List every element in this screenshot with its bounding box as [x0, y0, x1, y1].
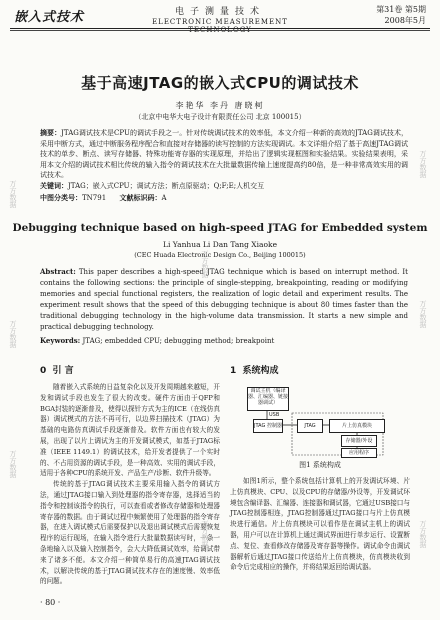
section-heading-system: [230, 363, 279, 376]
system-paragraph: 如图1所示，整个系统包括计算机上的开发调试环境、片上仿真模块、CPU、以及CPU的存储器/外设等，开发调试环境包含编译器、汇编器、连接器和调试器，它通过USB接口与JTAG控制器相连，JTAG控制器通过JTAG接口与片上仿真模块进行通信。片上仿真模块可以看作是在调试主机上的调试器，用户可以在计算机上通过调试界面进行单步运行、设置断点、复位、查看修改存储器及寄存器等操作。调试命令由调试器解析后通过JTAG接口传送给片上仿真模块，仿真模块收到命令后完成相应的操作，并将结果返回给调试器。: [230, 477, 410, 572]
authors-cn: 李艳华 李丹 唐晓柯: [175, 101, 265, 110]
watermark-text: 万方数据: [9, 180, 17, 208]
onchip-emulator-box: 片上仿真模块: [329, 419, 385, 433]
watermark-text: 万方数据: [419, 300, 427, 328]
keywords-cn-text: JTAG；嵌入式CPU；调试方法；断点原驱动；Q;F;E;人机交互: [68, 182, 265, 190]
header-rule-thin: [10, 30, 430, 31]
intro-paragraph: 传统的基于JTAG调试技术主要采用输入指令的调试方法，通过JTAG接口输入到处理器的指令寄存器，选择适当的指令和控制该指令的执行，可以查看或者修改存储器和处理器寄存器的数据。由于调试过程中频繁使用了处理器的指令寄存器，在进入调试模式后需要保护以及退出调试模式后需要恢复程序的运行现场，在输入指令进行大批量数据读写时，一条一条地输入以及输入控制指令，会大大降低调试效率，给调试带来了诸多不便。本文介绍一种简单易行的高速JTAG调试技术，以解决传统的基于JTAG调试技术存在的速度慢、效率低的问题。: [40, 480, 220, 586]
keywords-cn-label: 关键词：: [40, 181, 68, 190]
abstract-cn-text: JTAG调试技术是CPU的调试手段之一。针对传统调试技术的效率低，本文介绍一种新的高效的JTAG调试技术，采用中断方式，通过中断服务程序配合和直接对存储器的读写控制的方法实现调试。本文详细介绍了基于高速JTAG调试技术的单步、断点、读写存储器、特殊功能寄存器的实现原理，并给出了逻辑实现框图和实验结果。实验结果表明，采用本文介绍的调试技术相比传统的输入指令的调试技术在大批量数据传输上速度提高约80倍，是一种非常高效实用的调试技术。: [40, 129, 408, 179]
keywords-en: [40, 336, 408, 345]
watermark-text: 万方数据: [9, 450, 17, 478]
affiliation-en: (CEC Huada Electronic Design Co., Beijing 100015): [134, 251, 306, 259]
clc-label: 中图分类号：: [40, 193, 82, 202]
classification-cn: [40, 193, 408, 203]
system-diagram: [245, 385, 385, 457]
section-title: 引 言: [52, 366, 74, 376]
doc-code: A: [161, 194, 167, 202]
system-body: [230, 476, 410, 573]
authors-en: Li Yanhua Li Dan Tang Xiaoke: [162, 240, 278, 249]
usb-label: USB: [269, 412, 280, 418]
journal-column-logo: 嵌入式技术: [14, 10, 85, 25]
section-heading-intro: [40, 363, 74, 376]
volume-issue: 第31卷 第5期: [376, 5, 426, 14]
watermark-text: 万方数据: [201, 250, 209, 278]
section-title: 系统构成: [242, 366, 279, 376]
jtag-interface-box: JTAG: [297, 419, 323, 433]
abstract-cn: [40, 128, 408, 181]
section-number: 1: [230, 366, 237, 376]
header-rule: [10, 28, 430, 29]
doc-code-label: 文献标识码：: [119, 193, 162, 202]
watermark-text: 万方数据: [419, 150, 427, 178]
watermark-text: 万方数据: [419, 520, 427, 548]
issue-date: 2008年5月: [384, 16, 426, 25]
abstract-en: [40, 266, 408, 333]
keywords-en-label: Keywords:: [40, 336, 81, 345]
intro-paragraph: 随着嵌入式系统的日益复杂化以及开发周期越来越短，开发和调试手段也发生了很大的改变。硬件方面由于QFP和BGA封装的逐渐普及，使得以探针方式为主的ICE（在线仿真器）调试模式的方法不再可行，以边界扫描技术（JTAG）为基础的电路仿真调试手段逐渐普及。软件方面也有较大的发展，出现了以片上调试为主的开发调试模式，如基于JTAG标准（IEEE 1149.1）的调试技术，给开发者提供了一个实时的、不占用资源的调试手段，是一种高效、实用的调试手段，适用于各种CPU的系统开发、产品生产/诊断、软件升级等。: [40, 383, 220, 478]
issue-info: [376, 4, 426, 26]
memory-box: 存储器/外设: [341, 435, 377, 447]
watermark-text: 万方数据: [201, 520, 209, 548]
journal-name-cn: 电子测量技术: [174, 7, 265, 17]
affiliation-cn: （北京中电华大电子设计有限责任公司 北京 100015）: [134, 113, 306, 121]
clc-code: TN791: [82, 194, 107, 202]
section-number: 0: [40, 366, 47, 376]
application-box: 应用程序: [341, 448, 377, 458]
watermark-text: 万方数据: [9, 320, 17, 348]
page-number: · 80 ·: [40, 598, 61, 607]
abstract-cn-label: 摘要：: [40, 128, 62, 137]
figure-caption: 图1 系统构成: [299, 461, 341, 469]
abstract-en-text: This paper describes a high-speed JTAG technique which is based on interrupt method. It contains the following sections: the principle of single-stepping, breakpointing, reading or modifying memories and special functional registers, the realization of logic detail and experiment results. The experiment result shows that the speed of this debugging technique is about 80 times faster than the traditional debugging technology in the high-volume data transmission. It starts a new simple and practical debugging technology.: [40, 268, 408, 331]
keywords-cn: [40, 181, 408, 191]
jtag-controller-box: JTAG 控制器: [253, 419, 283, 433]
paper-title-cn: 基于高速JTAG的嵌入式CPU的调试技术: [81, 74, 359, 92]
host-box: 调试主机（编译器、汇编器、链接器调试）: [247, 387, 289, 411]
paper-title-en: Debugging technique based on high-speed JTAG for Embedded system: [12, 222, 428, 234]
keywords-en-text: JTAG; embedded CPU; debugging method; breakpoint: [82, 337, 275, 345]
journal-name-en: ELECTRONIC MEASUREMENT TECHNOLOGY: [152, 18, 288, 34]
abstract-en-label: Abstract:: [40, 267, 76, 276]
intro-body: [40, 382, 220, 587]
